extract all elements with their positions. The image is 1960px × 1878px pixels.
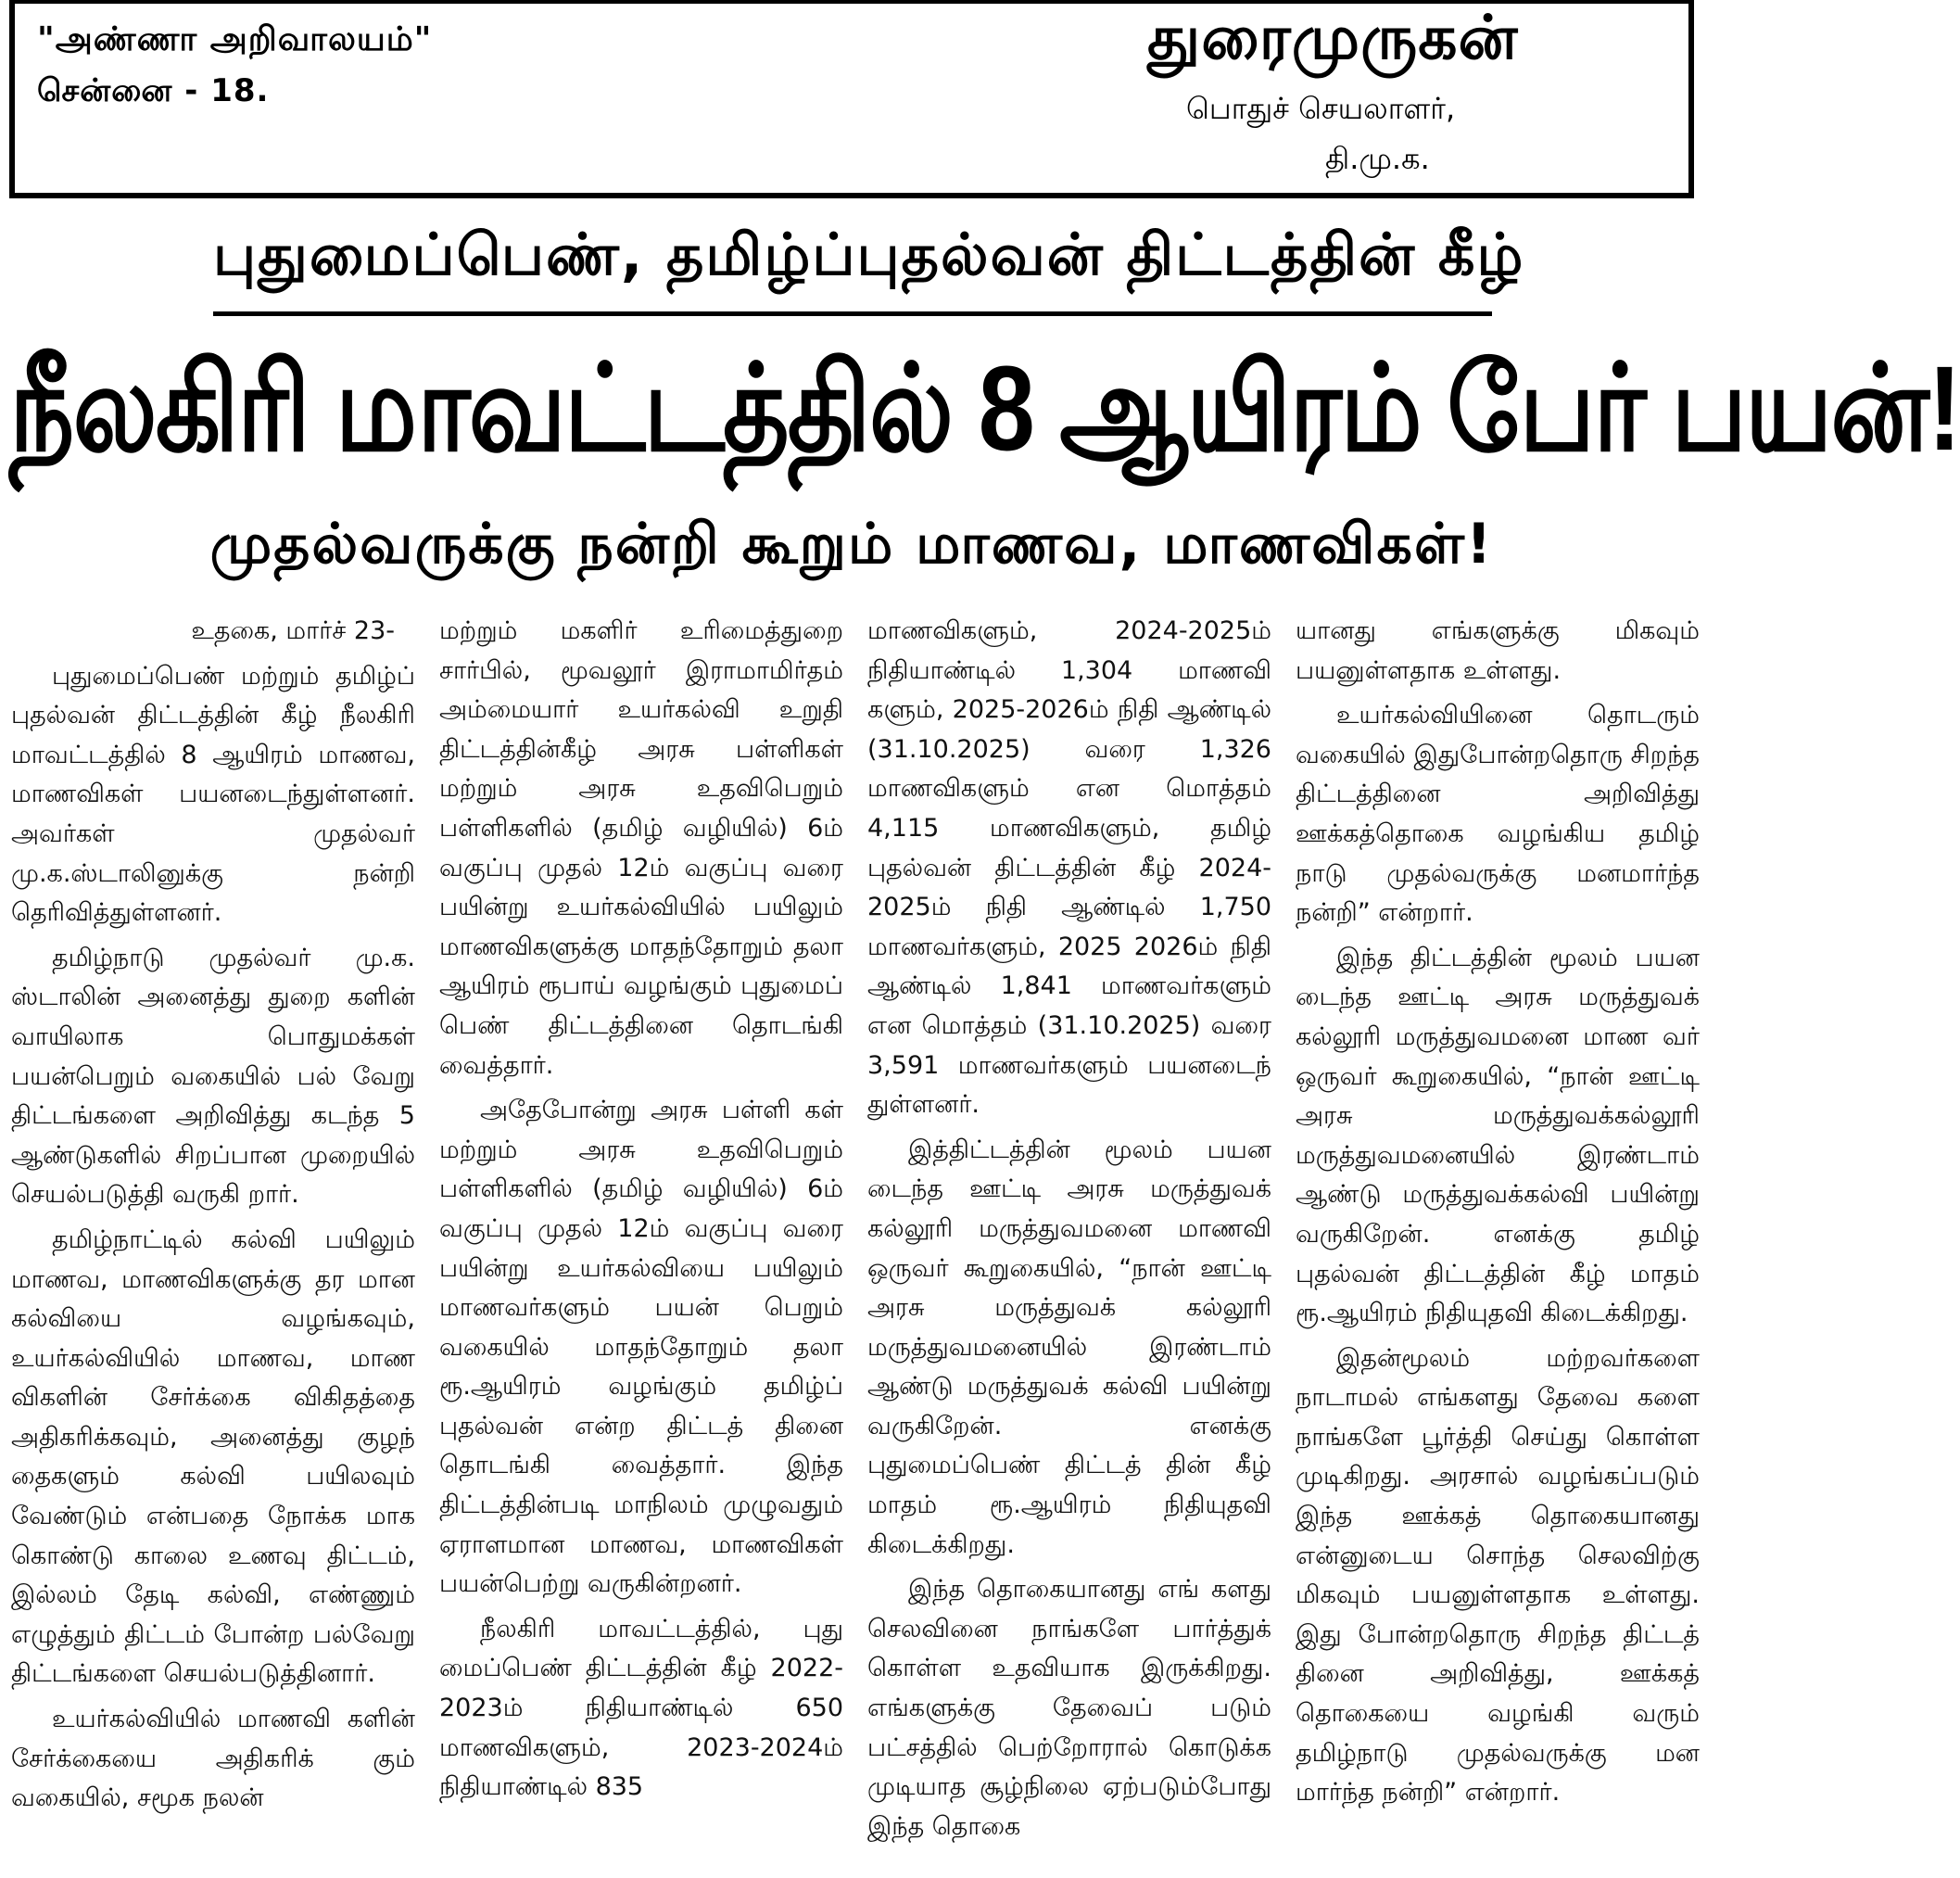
article-headline: நீலகிரி மாவட்டத்தில் 8 ஆயிரம் பேர் பயன்!: [9, 341, 1960, 476]
signatory-role: பொதுச் செயலாளர்,: [1186, 91, 1456, 126]
article-column-2: [439, 612, 843, 1878]
article-kicker: புதுமைப்பெண், தமிழ்ப்புதல்வன் திட்டத்தின் கீழ்: [213, 221, 1525, 288]
article-paragraph: இந்த திட்டத்தின் மூலம் பயன டைந்த ஊட்டி அரசு மருத்துவக் கல்லூரி மருத்துவமனை மாண வர் ஒருவர் கூறுகையில், “நான் ஊட்டி அரசு மருத்துவக்கல்லூரி மருத்துவமனையில் இரண்டாம் ஆண்டு மருத்துவக்கல்வி பயின்று வருகிறேன். எனக்கு தமிழ் புதல்வன் திட்டத்தின் கீழ் மாதம் ரூ.ஆயிரம் நிதியுதவி கிடைக்கிறது.: [1296, 943, 1700, 1328]
article-column-1: [11, 612, 415, 1878]
address-line-2: சென்னை - 18.: [37, 72, 270, 109]
article-paragraph: தமிழ்நாட்டில் கல்வி பயிலும் மாணவ, மாணவிகளுக்கு தர மான கல்வியை வழங்கவும், உயர்கல்வியில் மாணவ, மாண விகளின் சேர்க்கை விகிதத்தை அதிகரிக்கவும், அனைத்து குழந் தைகளும் கல்வி பயிலவும் வேண்டும் என்பதை நோக்க மாக கொண்டு காலை உணவு திட்டம், இல்லம் தேடி கல்வி, எண்ணும் எழுத்தும் திட்டம் போன்ற பல்வேறு திட்டங்களை செயல்படுத்தினார்.: [11, 1225, 415, 1689]
article-paragraph: யானது எங்களுக்கு மிகவும் பயனுள்ளதாக உள்ளது.: [1296, 616, 1700, 685]
article-paragraph: புதுமைப்பெண் மற்றும் தமிழ்ப் புதல்வன் திட்டத்தின் கீழ் நீலகிரி மாவட்டத்தில் 8 ஆயிரம் மாணவ, மாணவிகள் பயனடைந்துள்ளனர். அவர்கள் முதல்வர் மு.க.ஸ்டாலினுக்கு நன்றி தெரிவித்துள்ளனர்.: [11, 661, 415, 928]
article-paragraph: இதன்மூலம் மற்றவர்களை நாடாமல் எங்களது தேவை களை நாங்களே பூர்த்தி செய்து கொள்ள முடிகிறது. அரசால் வழங்கப்படும் இந்த ஊக்கத் தொகையானது என்னுடைய சொந்த செலவிற்கு மிகவும் பயனுள்ளதாக உள்ளது. இது போன்றதொரு சிறந்த திட்டத் தினை அறிவித்து, ஊக்கத் தொகையை வழங்கி வரும் தமிழ்நாடு முதல்வருக்கு மன மார்ந்த நன்றி” என்றார்.: [1296, 1343, 1700, 1808]
article-dateline: உதகை, மார்ச் 23-: [191, 616, 395, 645]
kicker-underline: [213, 311, 1492, 316]
article-column-3: [867, 612, 1271, 1878]
article-paragraph: தமிழ்நாடு முதல்வர் மு.க. ஸ்டாலின் அனைத்து துறை களின் வாயிலாக பொதுமக்கள் பயன்பெறும் வகையில் பல் வேறு திட்டங்களை அறிவித்து கடந்த 5 ஆண்டுகளில் சிறப்பான முறையில் செயல்படுத்தி வருகி றார்.: [11, 943, 415, 1210]
address-line-1: "அண்ணா அறிவாலயம்": [37, 20, 433, 58]
article-paragraph: மாணவிகளும், 2024-2025ம் நிதியாண்டில் 1,304 மாணவி களும், 2025-2026ம் நிதி ஆண்டில் (31.10.2025) வரை 1,326 மாணவிகளும் என மொத்தம் 4,115 மாணவிகளும், தமிழ் புதல்வன் திட்டத்தின் கீழ் 2024-2025ம் நிதி ஆண்டில் 1,750 மாணவர்களும், 2025 2026ம் நிதி ஆண்டில் 1,841 மாணவர்களும் என மொத்தம் (31.10.2025) வரை 3,591 மாணவர்களும் பயனடைந் துள்ளனர்.: [867, 616, 1271, 1120]
article-body: [11, 612, 1701, 1878]
article-paragraph: நீலகிரி மாவட்டத்தில், புது மைப்பெண் திட்டத்தின் கீழ் 2022-2023ம் நிதியாண்டில் 650 மாணவிகளும், 2023-2024ம் நிதியாண்டில் 835: [439, 1614, 843, 1802]
article-paragraph: உயர்கல்வியினை தொடரும் வகையில் இதுபோன்றதொரு சிறந்த திட்டத்தினை அறிவித்து ஊக்கத்தொகை வழங்கிய தமிழ் நாடு முதல்வருக்கு மனமார்ந்த நன்றி” என்றார்.: [1296, 701, 1700, 928]
article-paragraph: இத்திட்டத்தின் மூலம் பயன டைந்த ஊட்டி அரசு மருத்துவக் கல்லூரி மருத்துவமனை மாணவி ஒருவர் கூறுகையில், “நான் ஊட்டி அரசு மருத்துவக் கல்லூரி மருத்துவமனையில் இரண்டாம் ஆண்டு மருத்துவக் கல்வி பயின்று வருகிறேன். எனக்கு புதுமைப்பெண் திட்டத் தின் கீழ் மாதம் ரூ.ஆயிரம் நிதியுதவி கிடைக்கிறது.: [867, 1135, 1271, 1559]
article-column-4: [1296, 612, 1700, 1878]
article-paragraph: இந்த தொகையானது எங் களது செலவினை நாங்களே பார்த்துக் கொள்ள உதவியாக இருக்கிறது. எங்களுக்கு தேவைப் படும் பட்சத்தில் பெற்றோரால் கொடுக்க முடியாத சூழ்நிலை ஏற்படும்போது இந்த தொகை: [867, 1575, 1271, 1841]
article-subheadline: முதல்வருக்கு நன்றி கூறும் மாணவ, மாணவிகள்!: [209, 512, 1494, 577]
signatory-organization: தி.மு.க.: [1325, 141, 1430, 176]
article-paragraph: உயர்கல்வியில் மாணவி களின் சேர்க்கையை அதிகரிக் கும் வகையில், சமூக நலன்: [11, 1705, 415, 1813]
article-paragraph: அதேபோன்று அரசு பள்ளி கள் மற்றும் அரசு உதவிபெறும் பள்ளிகளில் (தமிழ் வழியில்) 6ம் வகுப்பு முதல் 12ம் வகுப்பு வரை பயின்று உயர்கல்வியை பயிலும் மாணவர்களும் பயன் பெறும் வகையில் மாதந்தோறும் தலா ரூ.ஆயிரம் வழங்கும் தமிழ்ப் புதல்வன் என்ற திட்டத் தினை தொடங்கி வைத்தார். இந்த திட்டத்தின்படி மாநிலம் முழுவதும் ஏராளமான மாணவ, மாணவிகள் பயன்பெற்று வருகின்றனர்.: [439, 1096, 843, 1599]
article-paragraph: மற்றும் மகளிர் உரிமைத்துறை சார்பில், மூவலூர் இராமாமிர்தம் அம்மையார் உயர்கல்வி உறுதி திட்டத்தின்கீழ் அரசு பள்ளிகள் மற்றும் அரசு உதவிபெறும் பள்ளிகளில் (தமிழ் வழியில்) 6ம் வகுப்பு முதல் 12ம் வகுப்பு வரை பயின்று உயர்கல்வியில் பயிலும் மாணவிகளுக்கு மாதந்தோறும் தலா ஆயிரம் ரூபாய் வழங்கும் புதுமைப் பெண் திட்டத்தினை தொடங்கி வைத்தார்.: [439, 616, 843, 1080]
signatory-name: துரைமுருகன்: [1147, 2, 1519, 73]
